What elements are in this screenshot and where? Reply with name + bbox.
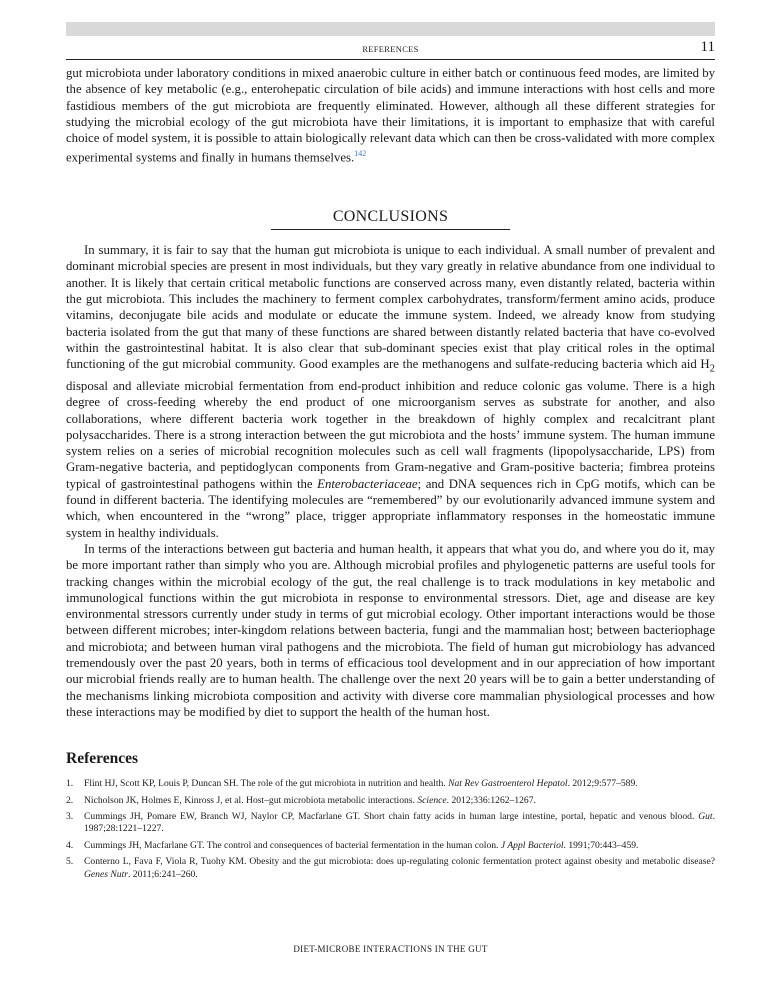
conclusions-paragraph-2: In terms of the interactions between gut bacteria and human health, it appears that what you do, and where you do it, may be more important rather than simply who you are. Although microbial profiles and phylogenetic patterns are useful tools for tracking changes within the microbial ecology of the gut, the real challenge is to track modulations in key metabolic and immunological functions within the gut microbiota in response to environmental stressors. Diet, age and disease are key environmental stressors currently under study in terms of gut microbial ecology. Other important interactions would be those between different microbes; inter-kingdom relations between bacteria, fungi and the mammalian host; between bacteriophage and microbiota; and between human viral pathogens and the microbiota. The field of human gut microbiology has advanced tremendously over the past 20 years, both in terms of efficacious tool development and in our appreciation of how important our microbial friends really are to human health. The challenge over the next 20 years will be to gain a better understanding of the mechanisms linking microbiota composition and activity with diverse core mammalian physiological processes and how these interactions may be modified by diet to support the health of the human host. [66, 541, 715, 719]
reference-number: 4. [66, 839, 74, 851]
journal-name: Genes Nutr [84, 868, 128, 880]
reference-number: 5. [66, 856, 74, 868]
paragraph-text: disposal and alleviate microbial fermentation from end-product inhibition and reduce colonic gas volume. There is a high degree of cross-feeding whereby the end product of one microorganism serves as substrate for another, and also collaborations, where different bacteria work together in the breakdown of highly complex and recalcitrant plant polysaccharides. There is a strong interaction between the gut microbiota and the hosts’ immune system. The human immune system relies on a series of microbial recognition molecules such as cell wall fragments (lipopolysaccharide, LPS) from Gram-negative bacteria, and peptidoglycan components from Gram-negative and Gram-positive bacteria; fimbrea proteins typical of gastrointestinal pathogens within the [66, 378, 715, 491]
intro-text: gut microbiota under laboratory conditions in mixed anaerobic culture in either batch or continuous feed modes, are limited by the absence of key metabolic (e.g., enterohepatic circulation of bile acids) and immune interactions with host cells and more fastidious members of the gut microbiota are frequently eliminated. However, although all these different strategies for studying the microbial ecology of the gut microbiota have their limitations, it is important to emphasize that with careful choice of model system, it is possible to attain biologically relevant data which can then be cross-validated with more complex experimental systems and finally in humans themselves. [66, 66, 715, 165]
citation-link[interactable]: 142 [354, 149, 367, 159]
conclusions-paragraph-1 [66, 242, 715, 541]
journal-name: Gut [698, 811, 713, 823]
reference-number: 3. [66, 811, 74, 823]
references-heading: References [66, 750, 139, 768]
page-number: 11 [700, 39, 715, 55]
reference-item [66, 795, 715, 807]
reference-number: 1. [66, 778, 74, 790]
reference-list [66, 778, 715, 881]
reference-tail: . 1987;28:1221–1227. [84, 811, 715, 835]
journal-name: Nat Rev Gastroenterol Hepatol [448, 778, 568, 790]
reference-text: Conterno L, Fava F, Viola R, Tuohy KM. Obesity and the gut microbiota: does up-regulating colonic fermentation protect against obesity and metabolic disease? [84, 856, 715, 868]
section-heading: CONCLUSIONS [271, 208, 510, 230]
top-shading-bar [66, 22, 715, 36]
reference-text: Nicholson JK, Holmes E, Kinross J, et al. Host–gut microbiota metabolic interactions. [84, 794, 418, 806]
running-title: REFERENCES [362, 44, 419, 54]
conclusions-heading-wrap [66, 208, 715, 230]
journal-name: J Appl Bacteriol [500, 839, 564, 851]
italic-term: Enterobacteriaceae [317, 476, 418, 491]
reference-item [66, 811, 715, 836]
reference-tail: . 2011;6:241–260. [127, 868, 198, 880]
running-footer: DIET-MICROBE INTERACTIONS IN THE GUT [293, 944, 488, 954]
page-body [66, 65, 715, 885]
paragraph-text: In summary, it is fair to say that the human gut microbiota is unique to each individual. A small number of prevalent and dominant microbial species are present in most individuals, but they vary greatly in relative abundance from one individual to another. It is likely that certain critical metabolic functions are conserved across many, even distantly related, bacteria within the gut microbiota. This includes the machinery to ferment complex carbohydrates, transform/ferment amino acids, produce vitamins, deconjugate bile acids and modulate or educate the immune system. Indeed, we already know from studying bacteria isolated from the gut that many of these functions are shared between distantly related bacteria that have co-evolved within the gastrointestinal habitat. It is also clear that sub-dominant species exist that play critical roles in the optimal functioning of the gut microbial community. Good examples are the methanogens and sulfate-reducing bacteria which aid H [66, 243, 715, 372]
intro-paragraph [66, 65, 715, 166]
reference-item [66, 840, 715, 852]
reference-tail: . 2012;336:1262–1267. [446, 794, 536, 806]
reference-text: Flint HJ, Scott KP, Louis P, Duncan SH. The role of the gut microbiota in nutrition and health. [84, 778, 449, 790]
reference-item [66, 778, 715, 790]
reference-number: 2. [66, 794, 74, 806]
reference-text: Cummings JH, Pomare EW, Branch WJ, Naylor CP, Macfarlane GT. Short chain fatty acids in human large intestine, portal, hepatic and venous blood. [84, 811, 699, 823]
paragraph-text: ; and DNA sequences rich in CpG motifs, which can be found in different bacteria. The identifying molecules are “remembered” by our evolutionarily advanced immune system and which, when encountered in the “wrong” place, trigger appropriate inflammatory responses in the homeostatic immune system in healthy individuals. [66, 476, 715, 540]
reference-item [66, 856, 715, 881]
reference-text: Cummings JH, Macfarlane GT. The control and consequences of bacterial fermentation in the human colon. [84, 839, 501, 851]
journal-name: Science [417, 794, 447, 806]
reference-tail: . 1991;70:443–459. [563, 839, 639, 851]
running-header [66, 36, 715, 60]
subscript: 2 [709, 363, 715, 375]
reference-tail: . 2012;9:577–589. [567, 778, 638, 790]
